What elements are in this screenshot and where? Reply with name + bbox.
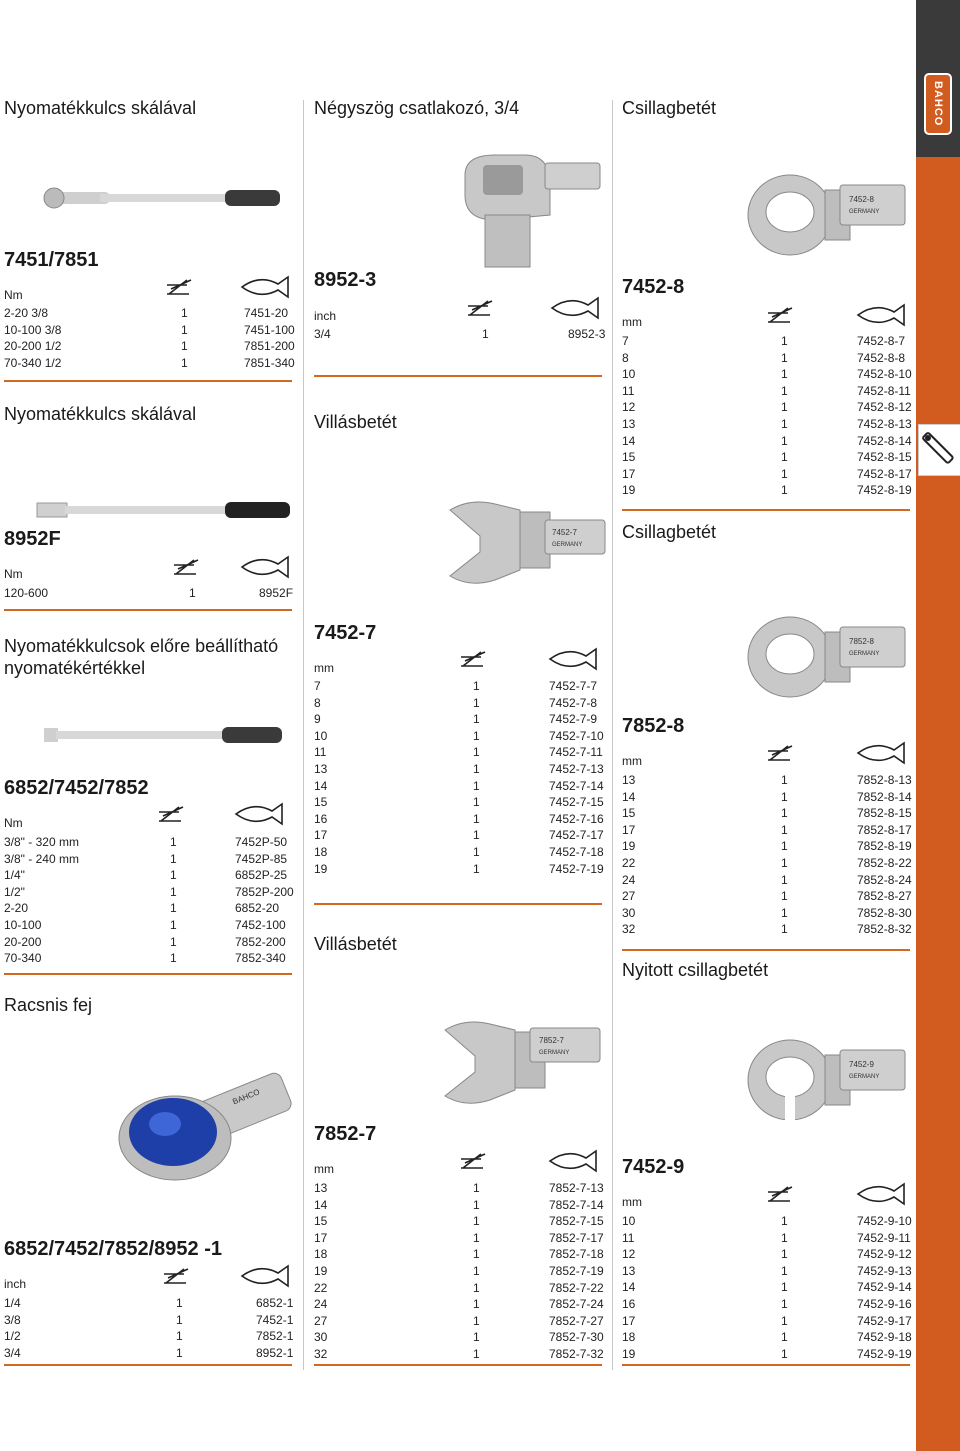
- fish-icon: [856, 302, 908, 328]
- fish-icon: [550, 295, 602, 321]
- quantity-icon: [160, 1265, 190, 1287]
- product-code: 7451/7851: [4, 249, 99, 271]
- divider-rule: [4, 380, 292, 382]
- fish-icon: [240, 274, 292, 300]
- table: 10 1 7452-9-10 11 1 7452-9-11 12 1 7452-9-12 13 1 7452-9-13 14 1 7452-9-14 16 1 7452-9-16 17 1 7452-9-17 18 1 7452-9-18 19 1 7452-9-19: [622, 1214, 912, 1361]
- svg-text:GERMANY: GERMANY: [539, 1050, 570, 1056]
- section-title: Nyomatékkulcsok előre beállítható nyomatékértékkel: [4, 636, 279, 678]
- quantity-icon: [155, 803, 185, 825]
- svg-text:GERMANY: GERMANY: [849, 651, 880, 657]
- fish-icon: [240, 1263, 292, 1289]
- unit-label: mm: [314, 661, 334, 675]
- table: 13 1 7852-8-13 14 1 7852-8-14 15 1 7852-8-15 17 1 7852-8-17 19 1 7852-8-19 22 1 7852-8-22 24 1 7852-8-24 27 1 7852-8-27 30 1 7852-8-30 32 1 7852-8-32: [622, 773, 912, 937]
- ring-insert-image: [745, 170, 910, 265]
- unit-label: inch: [4, 1277, 27, 1291]
- ratchet-head-image: [115, 1060, 300, 1185]
- product-code: 7452-7: [314, 622, 377, 644]
- product-code: 8952F: [4, 528, 61, 550]
- product-code: 6852/7452/7852: [4, 777, 149, 799]
- divider-rule: [314, 1364, 602, 1366]
- section-title: Négyszög csatlakozó, 3/4: [314, 98, 520, 118]
- unit-label: mm: [622, 1195, 642, 1209]
- table: 120-600 1 8952F: [4, 586, 294, 600]
- svg-text:GERMANY: GERMANY: [849, 209, 880, 215]
- ring-insert-image: [745, 612, 910, 707]
- section-title: Villásbetét: [314, 412, 397, 432]
- divider-rule: [4, 609, 292, 611]
- divider-rule: [314, 903, 602, 905]
- section-title: Csillagbetét: [622, 98, 717, 118]
- square-drive-insert-image: [455, 145, 605, 275]
- table: 13 1 7852-7-13 14 1 7852-7-14 15 1 7852-7-15 17 1 7852-7-17 18 1 7852-7-18 19 1 7852-7-19 22 1 7852-7-22 24 1 7852-7-24 27 1 7852-7-27 30 1 7852-7-30 32 1 7852-7-32: [314, 1181, 604, 1361]
- table: 3/4 1 8952-3: [314, 327, 606, 341]
- svg-text:BAHCO: BAHCO: [231, 1087, 262, 1107]
- table: 1/4 1 6852-1 3/8 1 7452-1 1/2 1 7852-1 3/4 1 8952-1: [4, 1296, 294, 1360]
- product-code: 6852/7452/7852/8952 -1: [4, 1238, 222, 1260]
- quantity-icon: [163, 276, 193, 298]
- bahco-logo: BAHCO: [924, 73, 952, 135]
- quantity-icon: [764, 742, 794, 764]
- unit-label: mm: [622, 754, 642, 768]
- quantity-icon: [170, 556, 200, 578]
- divider-rule: [4, 1364, 292, 1366]
- quantity-icon: [457, 1150, 487, 1172]
- unit-label: mm: [622, 315, 642, 329]
- svg-text:7852-8: 7852-8: [849, 637, 874, 646]
- fish-icon: [856, 1181, 908, 1207]
- svg-text:7852-7: 7852-7: [539, 1036, 564, 1045]
- divider-rule: [622, 949, 910, 951]
- unit-label: inch: [314, 309, 337, 323]
- quantity-icon: [764, 304, 794, 326]
- section-tab-icon: [918, 424, 960, 476]
- section-title: Nyomatékkulcs skálával: [4, 404, 197, 424]
- product-code: 7852-7: [314, 1123, 377, 1145]
- unit-label: mm: [314, 1162, 334, 1176]
- table: 2-20 3/8 1 7451-20 10-100 3/8 1 7451-100 20-200 1/2 1 7851-200 70-340 1/2 1 7851-340: [4, 306, 295, 370]
- divider-rule: [622, 509, 910, 511]
- section-title: Csillagbetét: [622, 522, 717, 542]
- divider-rule: [314, 375, 602, 377]
- brand-sidebar: [916, 0, 960, 1451]
- product-code: 7852-8: [622, 715, 685, 737]
- section-title: Nyomatékkulcs skálával: [4, 98, 197, 118]
- section-title: Nyitott csillagbetét: [622, 960, 769, 980]
- torque-wrench-image: [42, 722, 287, 748]
- divider-rule: [4, 973, 292, 975]
- torque-wrench-image: [40, 180, 285, 216]
- quantity-icon: [764, 1183, 794, 1205]
- section-title: Villásbetét: [314, 934, 397, 954]
- fish-icon: [548, 646, 600, 672]
- svg-text:7452-8: 7452-8: [849, 195, 874, 204]
- fish-icon: [548, 1148, 600, 1174]
- open-end-insert-image: [440, 490, 610, 610]
- torque-wrench-image: [35, 497, 295, 523]
- section-title: Racsnis fej: [4, 995, 93, 1015]
- svg-text:GERMANY: GERMANY: [552, 542, 583, 548]
- unit-label: Nm: [4, 816, 23, 830]
- product-code: 8952-3: [314, 269, 377, 291]
- open-ring-insert-image: [745, 1035, 910, 1130]
- table: 7 1 7452-7-7 8 1 7452-7-8 9 1 7452-7-9 10 1 7452-7-10 11 1 7452-7-11 13 1 7452-7-13 14 1 7452-7-14 15 1 7452-7-15 16 1 7452-7-16 17 1 7452-7-17 18 1 7452-7-18 19 1 7452-7-19: [314, 679, 604, 876]
- fish-icon: [240, 554, 292, 580]
- divider-rule: [622, 1364, 910, 1366]
- column-divider: [612, 100, 613, 1370]
- unit-label: Nm: [4, 567, 23, 581]
- product-code: 7452-9: [622, 1156, 685, 1178]
- fish-icon: [234, 801, 286, 827]
- open-end-insert-image: [435, 1010, 605, 1110]
- unit-label: Nm: [4, 288, 23, 302]
- svg-text:7452-9: 7452-9: [849, 1060, 874, 1069]
- svg-text:7452-7: 7452-7: [552, 528, 577, 537]
- product-code: 7452-8: [622, 276, 685, 298]
- fish-icon: [856, 740, 908, 766]
- quantity-icon: [457, 648, 487, 670]
- table: 7 1 7452-8-7 8 1 7452-8-8 10 1 7452-8-10 11 1 7452-8-11 12 1 7452-8-12 13 1 7452-8-13 14 1 7452-8-14 15 1 7452-8-15 17 1 7452-8-17 19 1 7452-8-19: [622, 334, 912, 498]
- quantity-icon: [464, 297, 494, 319]
- svg-text:GERMANY: GERMANY: [849, 1074, 880, 1080]
- column-divider: [303, 100, 304, 1370]
- table: 3/8" - 320 mm 1 7452P-50 3/8" - 240 mm 1 7452P-85 1/4" 1 6852P-25 1/2" 1 7852P-200 2-20 1 6852-20 10-100 1 7452-100 20-200 1 7852-200 70-340 1 7852-340: [4, 835, 294, 966]
